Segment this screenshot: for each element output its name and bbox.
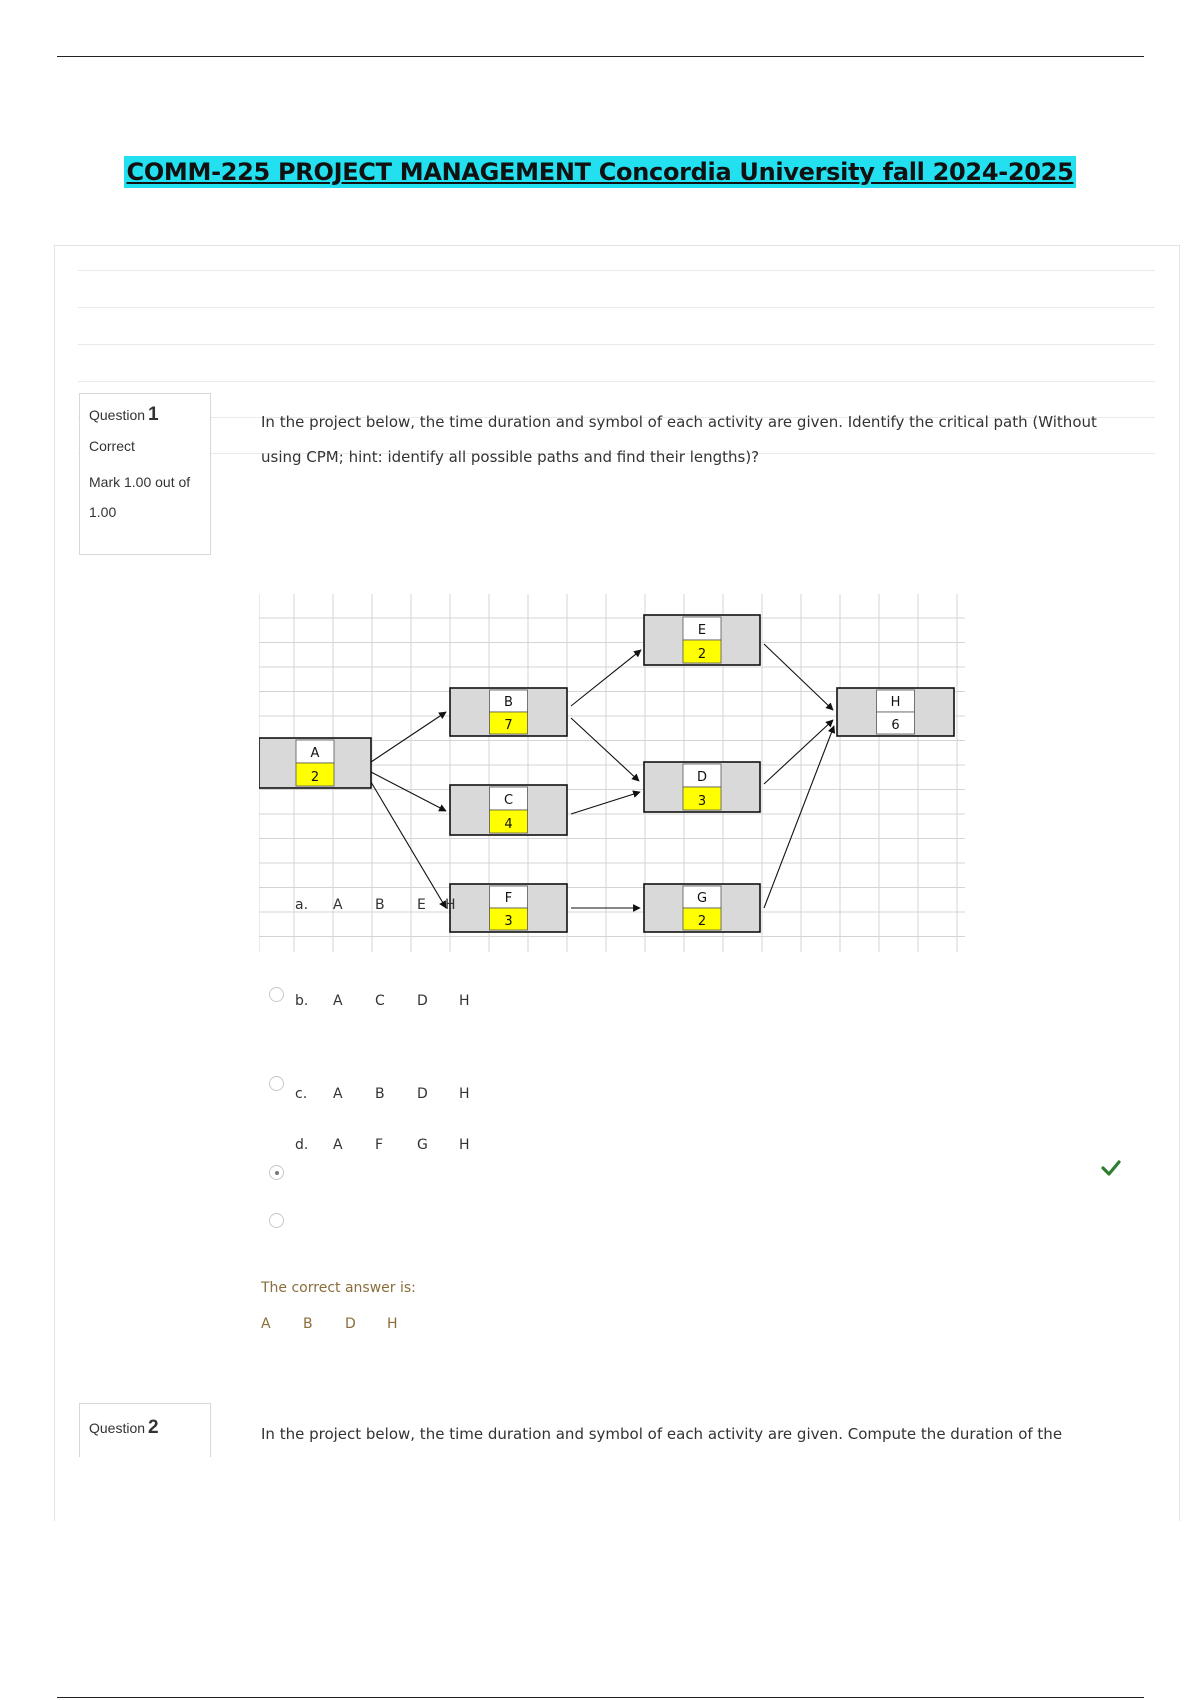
question-number: 2 [148,1417,159,1438]
activity-node-b [450,688,567,736]
question-1-text: In the project below, the time duration and symbol of each activity are given. Identify the critical path (Without using CPM; hint: identify all possible paths and find their lengths)? [261,413,1097,466]
option-d-radio-selected[interactable] [269,1165,284,1180]
option-a-label: a. [295,897,309,913]
activity-node-g [644,884,760,932]
activity-symbol: A [310,746,320,761]
activity-duration: 3 [697,794,707,809]
activity-node-d [644,762,760,812]
question-2-info [79,1403,211,1457]
divider [78,344,1155,345]
correct-answer: A B D H [261,1316,398,1332]
document-title-text: COMM-225 PROJECT MANAGEMENT Concordia University fall 2024-2025 [124,156,1077,188]
correct-answer-label: The correct answer is: [261,1280,416,1296]
question-2-text: In the project below, the time duration and symbol of each activity are given. Compute the duration of the [261,1425,1063,1443]
dependency-arrow [371,712,446,762]
dependency-arrow [371,772,446,811]
question-label: Question [89,1420,146,1436]
option-c-radio[interactable] [269,1076,284,1091]
activity-symbol: C [503,793,514,808]
option-d[interactable]: d. A F G H [295,1137,470,1153]
activity-symbol: F [504,891,513,906]
activity-node-h [837,688,954,736]
question-number: 1 [148,404,159,425]
divider [78,381,1155,382]
option-radio[interactable] [269,1213,284,1228]
divider [78,270,1155,271]
dependency-arrow [371,782,446,908]
question-status: Correct [89,438,135,454]
activity-symbol: B [504,695,513,710]
activity-symbol: G [696,891,708,906]
diagram-edges [371,644,834,908]
dependency-arrow [764,644,833,710]
activity-node-a [259,738,371,788]
question-1-info [79,393,211,555]
divider [78,307,1155,308]
option-a[interactable]: a. A B E H [295,897,456,913]
top-rule [57,56,1144,57]
dependency-arrow [764,726,834,908]
activity-duration: 3 [504,914,513,929]
activity-duration: 7 [504,718,513,733]
activity-duration: 2 [697,914,707,929]
question-label: Question [89,407,146,423]
activity-symbol: D [696,770,708,785]
document-title [0,158,1200,186]
option-c[interactable]: c. A B D H [295,1086,470,1102]
dependency-arrow [571,718,639,781]
question-mark: Mark 1.00 out of [89,474,191,490]
activity-duration: 2 [310,770,320,785]
question-mark-value: 1.00 [89,504,117,520]
activity-node-e [644,615,760,665]
activity-node-c [450,785,567,835]
activity-symbol: H [890,695,901,710]
activity-symbol: E [697,623,707,638]
activity-node-f [450,884,567,932]
correct-check-icon [1100,1157,1122,1179]
option-b-radio[interactable] [269,987,284,1002]
bottom-rule [57,1697,1144,1698]
option-b[interactable]: b. A C D H [295,993,470,1009]
activity-duration: 4 [504,817,513,832]
activity-duration: 2 [697,647,707,662]
dependency-arrow [764,720,833,784]
activity-duration: 6 [891,718,900,733]
